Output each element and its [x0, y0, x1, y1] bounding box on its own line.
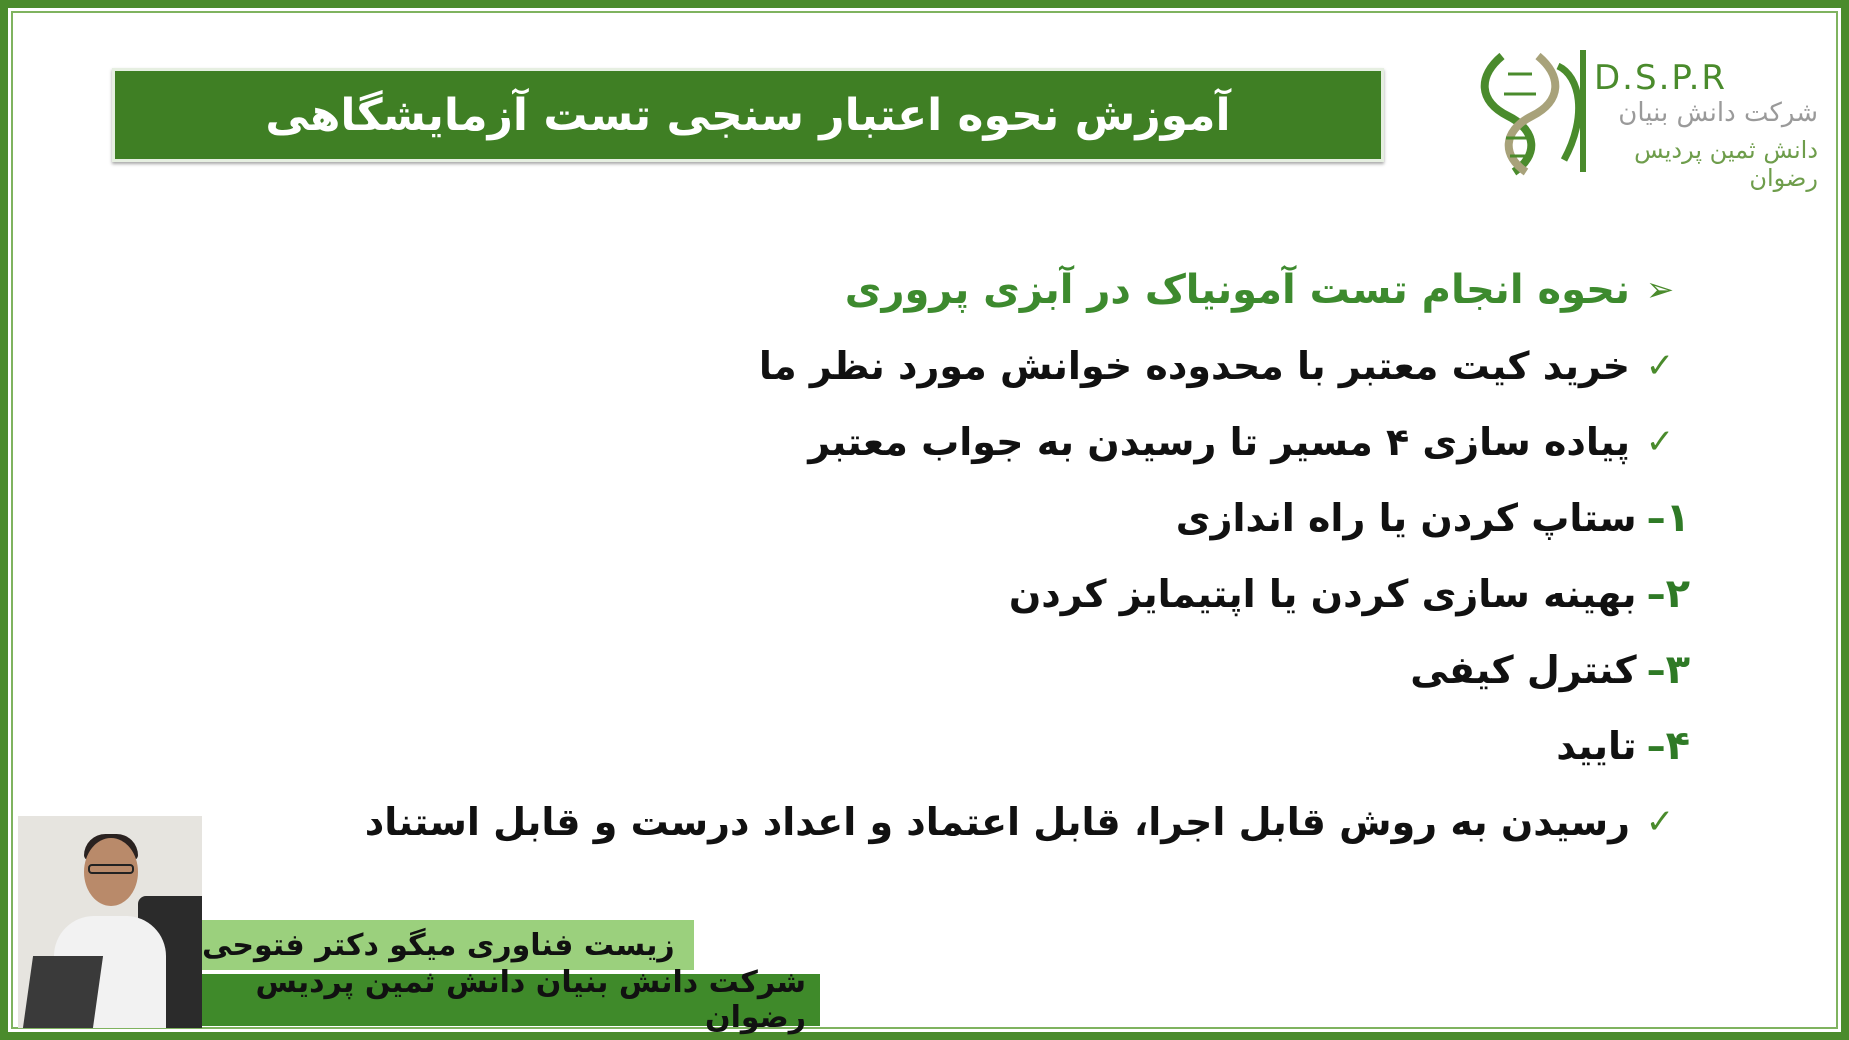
presenter-glasses: [88, 864, 134, 874]
step-item: [1410, 640, 1690, 700]
step-text: کنترل کیفی: [1410, 648, 1637, 692]
laptop: [23, 956, 103, 1028]
step-item: [1009, 564, 1690, 624]
dash-icon: –: [1646, 648, 1666, 692]
step-number: ۴: [1665, 723, 1690, 769]
step-item: [1176, 488, 1690, 548]
list-item: [365, 792, 1690, 852]
step-text: ستاپ کردن یا راه اندازی: [1175, 496, 1637, 540]
step-text: تایید: [1556, 724, 1637, 768]
slide-title: آموزش نحوه اعتبار سنجی تست آزمایشگاهی: [265, 89, 1231, 141]
step-number: ۱: [1665, 495, 1690, 541]
list-item: [759, 336, 1690, 396]
arrow-bullet-icon: ➢: [1645, 270, 1675, 310]
step-number: ۳: [1665, 647, 1690, 693]
check-icon: ✓: [1645, 422, 1675, 462]
content-heading: [845, 260, 1690, 320]
logo-company-name: دانش ثمین پردیس رضوان: [1634, 136, 1818, 192]
bullet-text: خرید کیت معتبر با محدوده خوانش مورد نظر ما: [758, 344, 1630, 388]
presenter-name-tag: [202, 920, 694, 970]
dash-icon: –: [1646, 496, 1666, 540]
dash-icon: –: [1646, 724, 1666, 768]
slide-title-banner: [112, 68, 1384, 162]
heading-text: نحوه انجام تست آمونیاک در آبزی پروری: [844, 267, 1630, 313]
check-icon: ✓: [1645, 346, 1675, 386]
presenter-video: [18, 816, 202, 1028]
bullet-text: پیاده سازی ۴ مسیر تا رسیدن به جواب معتبر: [808, 420, 1630, 464]
check-icon: ✓: [1645, 802, 1675, 842]
presenter-company: شرکت دانش بنیان دانش ثمین پردیس رضوان: [255, 965, 806, 1035]
presenter-company-tag: [202, 965, 820, 1035]
list-item: [808, 412, 1690, 472]
step-item: [1556, 716, 1690, 776]
dash-icon: –: [1646, 572, 1666, 616]
presenter-name: زیست فناوری میگو دکتر فتوحی: [202, 927, 675, 963]
bullet-text: رسیدن به روش قابل اجرا، قابل اعتماد و اعداد درست و قابل استناد: [364, 800, 1630, 844]
step-text: بهینه سازی کردن یا اپتیمایز کردن: [1008, 572, 1637, 616]
logo-company-type: شرکت دانش بنیان: [1618, 98, 1818, 128]
logo-abbreviation: D.S.P.R: [1594, 58, 1728, 98]
step-number: ۲: [1665, 571, 1690, 617]
